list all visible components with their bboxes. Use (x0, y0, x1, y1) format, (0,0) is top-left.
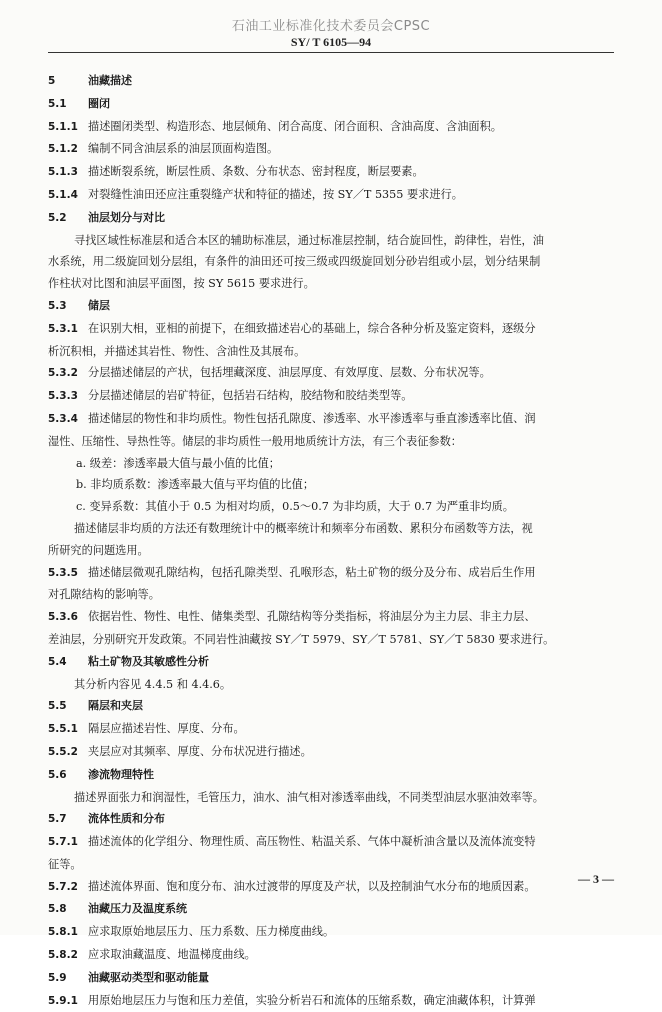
line-text: 对孔隙结构的影响等。 (48, 588, 160, 602)
line-text: 圈闭 (88, 96, 110, 110)
continuation-line (48, 629, 614, 651)
line-text: 描述界面张力和润湿性，毛管压力，油水、油气相对渗透率曲线，不同类型油层水驱油效率等。 (74, 790, 544, 804)
clause-number: 5.3.1 (48, 322, 78, 335)
clause-number: 5.3.2 (48, 367, 78, 380)
line-text: 应求取油藏温度、地温梯度曲线。 (88, 948, 256, 962)
clause-number: 5.7 (48, 813, 67, 826)
line-text: 描述断裂系统，断层性质、条数、分布状态、密封程度，断层要素。 (88, 165, 424, 179)
line-text: 征等。 (48, 857, 82, 871)
clause-number: 5.8.2 (48, 949, 78, 962)
clause-number: 5.1.1 (48, 120, 78, 133)
clause-number: 5.9 (48, 971, 67, 984)
line-text: 依据岩性、物性、电性、储集类型、孔隙结构等分类指标，将油层分为主力层、非主力层、 (88, 610, 536, 624)
section-heading (48, 695, 614, 718)
line-text: 湿性、压缩性、导热性等。储层的非均质性一般用地质统计方法，有三个表征参数： (48, 434, 462, 448)
continuation-line (48, 854, 614, 876)
clause-number: 5.3 (48, 299, 67, 312)
clause-item (48, 876, 614, 899)
document-body (48, 70, 614, 1012)
line-text: 对裂缝性油田还应注重裂缝产状和特征的描述，按 SY／T 5355 要求进行。 (88, 187, 463, 201)
clause-number: 5.3.6 (48, 611, 78, 624)
line-text: c. 变异系数：其值小于 0.5 为相对均质，0.5～0.7 为非均质，大于 0.7 为严重非均质。 (76, 500, 514, 514)
clause-number: 5.3.5 (48, 566, 78, 579)
line-text: 应求取原始地层压力、压力系数、压力梯度曲线。 (88, 925, 335, 939)
committee-watermark: 石油工业标准化技术委员会CPSC (231, 19, 431, 34)
line-text: 隔层应描述岩性、厚度、分布。 (88, 722, 245, 736)
clause-number: 5.1.2 (48, 143, 78, 156)
clause-item (48, 138, 614, 161)
section-heading (48, 651, 614, 674)
header-rule (48, 52, 614, 53)
clause-number: 5.5 (48, 700, 67, 713)
continuation-line (48, 540, 614, 562)
clause-number: 5.1.3 (48, 166, 78, 179)
line-text: 所研究的问题选用。 (48, 543, 149, 557)
line-text: 差油层，分别研究开发政策。不同岩性油藏按 SY／T 5979、SY／T 5781、SY／T 5830 要求进行。 (48, 632, 555, 646)
paragraph-line (48, 518, 614, 540)
clause-number: 5.1.4 (48, 188, 78, 201)
clause-number: 5.9.1 (48, 994, 78, 1007)
continuation-line (48, 431, 614, 453)
continuation-line (48, 251, 614, 273)
clause-item (48, 184, 614, 207)
list-item (48, 474, 614, 496)
clause-item (48, 318, 614, 341)
line-text: 油层划分与对比 (88, 210, 165, 224)
line-text: 粘土矿物及其敏感性分析 (88, 654, 209, 668)
clause-item (48, 408, 614, 431)
line-text: 描述储层的物性和非均质性。物性包括孔隙度、渗透率、水平渗透率与垂直渗透率比值、润 (88, 411, 536, 425)
line-text: 寻找区域性标准层和适合本区的辅助标准层，通过标准层控制，结合旋回性，韵律性，岩性，油 (74, 233, 544, 247)
line-text: 作柱状对比图和油层平面图，按 SY 5615 要求进行。 (48, 277, 315, 291)
clause-item (48, 562, 614, 585)
line-text: 油藏描述 (88, 74, 132, 87)
page-header (0, 18, 662, 50)
paragraph-line (48, 674, 614, 696)
page-number: — 3 — (578, 872, 614, 886)
paragraph-line (48, 230, 614, 252)
clause-item (48, 990, 614, 1012)
line-text: 分层描述储层的产状，包括埋藏深度、油层厚度、有效厚度、层数、分布状况等。 (88, 366, 491, 380)
clause-item (48, 116, 614, 139)
line-text: 流体性质和分布 (88, 812, 165, 826)
line-text: 夹层应对其频率、厚度、分布状况进行描述。 (88, 744, 312, 758)
section-heading (48, 967, 614, 990)
clause-number: 5.7.2 (48, 880, 78, 893)
section-heading (48, 808, 614, 831)
line-text: 其分析内容见 4.4.5 和 4.4.6。 (74, 677, 232, 691)
continuation-line (48, 341, 614, 363)
clause-item (48, 362, 614, 385)
section-heading (48, 295, 614, 318)
line-text: 渗流物理特性 (88, 767, 154, 781)
continuation-line (48, 273, 614, 295)
line-text: a. 级差：渗透率最大值与最小值的比值； (76, 456, 280, 470)
clause-number: 5.7.1 (48, 836, 78, 849)
line-text: 描述储层微观孔隙结构，包括孔隙类型、孔喉形态，粘土矿物的级分及分布、成岩后生作用 (88, 565, 536, 579)
clause-number: 5.8.1 (48, 926, 78, 939)
clause-number: 5.3.3 (48, 390, 78, 403)
line-text: b. 非均质系数：渗透率最大值与平均值的比值； (76, 478, 315, 492)
section-heading (48, 764, 614, 787)
line-text: 油藏驱动类型和驱动能量 (88, 970, 209, 984)
line-text: 储层 (88, 298, 110, 312)
clause-item (48, 741, 614, 764)
clause-number: 5 (48, 75, 56, 87)
line-text: 描述流体的化学组分、物理性质、高压物性、粘温关系、气体中凝析油含量以及流体流变特 (88, 835, 536, 849)
clause-number: 5.4 (48, 655, 67, 668)
clause-item (48, 944, 614, 967)
paragraph-line (48, 787, 614, 809)
section-heading (48, 207, 614, 230)
standard-number: SY/ T 6105—94 (290, 35, 372, 49)
line-text: 水系统，用二级旋回划分层组，有条件的油田还可按三级或四级旋回划分砂岩组或小层，划分结果制 (48, 255, 541, 269)
clause-number: 5.6 (48, 768, 67, 781)
clause-item (48, 385, 614, 408)
clause-number: 5.8 (48, 903, 67, 916)
clause-item (48, 921, 614, 944)
line-text: 描述储层非均质的方法还有数理统计中的概率统计和频率分布函数、累积分布函数等方法，视 (74, 521, 533, 535)
line-text: 编制不同含油层系的油层顶面构造图。 (88, 142, 279, 156)
line-text: 隔层和夹层 (88, 699, 143, 713)
clause-number: 5.1 (48, 97, 67, 110)
list-item (48, 453, 614, 475)
clause-number: 5.3.4 (48, 412, 78, 425)
line-text: 用原始地层压力与饱和压力差值，实验分析岩石和流体的压缩系数，确定油藏体积，计算弹 (88, 993, 536, 1007)
section-heading (48, 898, 614, 921)
clause-number: 5.5.1 (48, 723, 78, 736)
line-text: 描述圈闭类型、构造形态、地层倾角、闭合高度、闭合面积、含油高度、含油面积。 (88, 119, 502, 133)
section-heading (48, 93, 614, 116)
clause-item (48, 606, 614, 629)
clause-item (48, 718, 614, 741)
continuation-line (48, 584, 614, 606)
line-text: 分层描述储层的岩矿特征，包括岩石结构，胶结物和胶结类型等。 (88, 389, 413, 403)
section-heading (48, 70, 614, 93)
line-text: 油藏压力及温度系统 (88, 902, 187, 916)
clause-number: 5.2 (48, 211, 67, 224)
line-text: 在识别大相，亚相的前提下，在细致描述岩心的基础上，综合各种分析及鉴定资料，逐级分 (88, 321, 536, 335)
clause-item (48, 831, 614, 854)
line-text: 析沉积相，并描述其岩性、物性、含油性及其展布。 (48, 344, 306, 358)
list-item (48, 496, 614, 518)
clause-item (48, 161, 614, 184)
line-text: 描述流体界面、饱和度分布、油水过渡带的厚度及产状，以及控制油气水分布的地质因素。 (88, 879, 536, 893)
clause-number: 5.5.2 (48, 745, 78, 758)
